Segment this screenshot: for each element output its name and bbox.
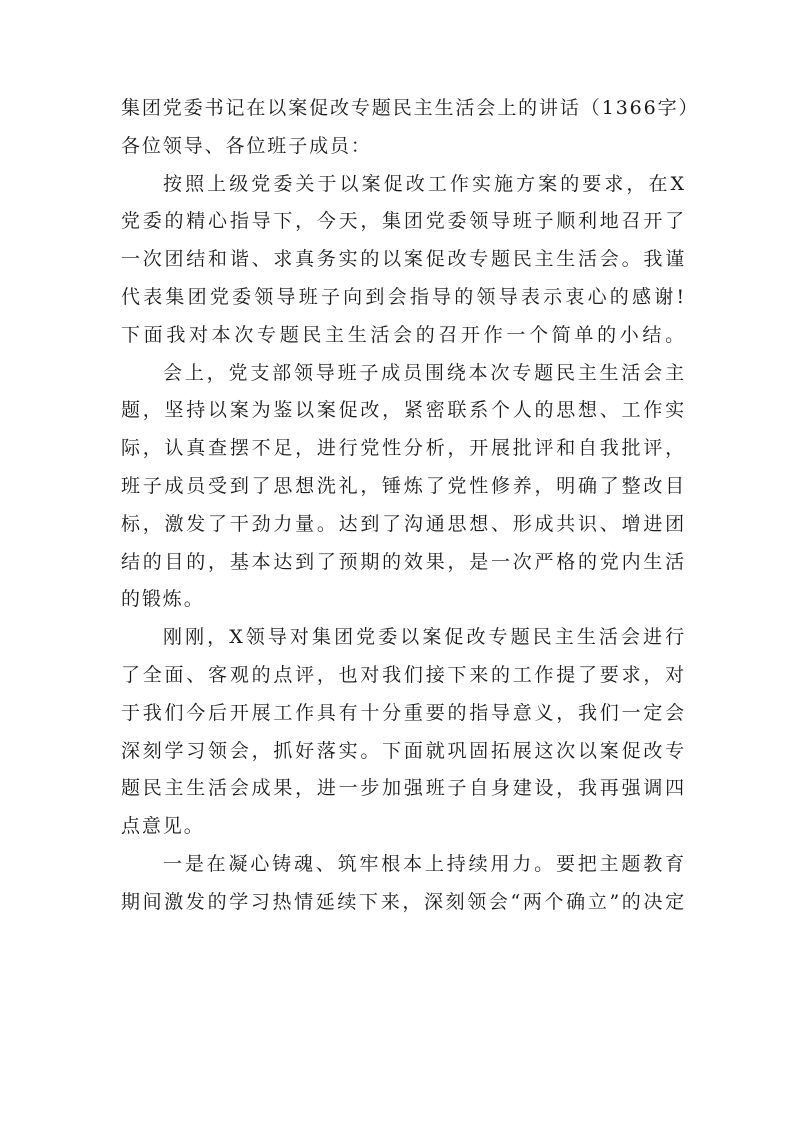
salutation: 各位领导、各位班子成员： bbox=[121, 134, 372, 157]
paragraph-line: 一是在凝心铸魂、筑牢根本上持续用力。要把主题教育 bbox=[163, 852, 686, 875]
paragraph-line: 点意见。 bbox=[121, 815, 205, 838]
paragraph-4 bbox=[121, 846, 686, 922]
paragraph-line: 下面我对本次专题民主生活会的召开作一个简单的小结。 bbox=[121, 323, 686, 346]
paragraph-line: 题民主生活会成果，进一步加强班子自身建设，我再强调四 bbox=[121, 777, 686, 800]
paragraph-line: 一次团结和谐、求真务实的以案促改专题民主生活会。我谨 bbox=[121, 248, 686, 271]
paragraph-line: 了全面、客观的点评，也对我们接下来的工作提了要求，对 bbox=[121, 663, 686, 686]
paragraph-line: 刚刚，X领导对集团党委以案促改专题民主生活会进行 bbox=[163, 626, 686, 649]
paragraph-line: 会上，党支部领导班子成员围绕本次专题民主生活会主 bbox=[163, 361, 686, 384]
document-title: 集团党委书记在以案促改专题民主生活会上的讲话（1366字） bbox=[121, 97, 700, 119]
paragraph-3 bbox=[121, 619, 686, 846]
paragraph-line: 结的目的，基本达到了预期的效果，是一次严格的党内生活 bbox=[121, 550, 686, 573]
paragraph-1 bbox=[121, 166, 686, 355]
paragraph-line: 题，坚持以案为鉴以案促改，紧密联系个人的思想、工作实 bbox=[121, 399, 686, 422]
paragraph-line: 代表集团党委领导班子向到会指导的领导表示衷心的感谢! bbox=[121, 285, 686, 308]
paragraph-line: 期间激发的学习热情延续下来，深刻领会“两个确立”的决定 bbox=[121, 890, 686, 913]
paragraph-line: 际，认真查摆不足，进行党性分析，开展批评和自我批评， bbox=[121, 437, 686, 460]
paragraph-line: 标，激发了干劲力量。达到了沟通思想、形成共识、增进团 bbox=[121, 512, 686, 535]
paragraph-line: 于我们今后开展工作具有十分重要的指导意义，我们一定会 bbox=[121, 701, 686, 724]
paragraph-line: 班子成员受到了思想洗礼，锤炼了党性修养，明确了整改目 bbox=[121, 474, 686, 497]
paragraph-line: 深刻学习领会，抓好落实。下面就巩固拓展这次以案促改专 bbox=[121, 739, 686, 762]
paragraph-2 bbox=[121, 355, 686, 620]
paragraph-line: 党委的精心指导下，今天，集团党委领导班子顺利地召开了 bbox=[121, 210, 686, 233]
document-body bbox=[121, 90, 700, 922]
paragraph-line: 的锻炼。 bbox=[121, 588, 205, 611]
paragraph-line: 按照上级党委关于以案促改工作实施方案的要求，在X bbox=[163, 172, 686, 195]
